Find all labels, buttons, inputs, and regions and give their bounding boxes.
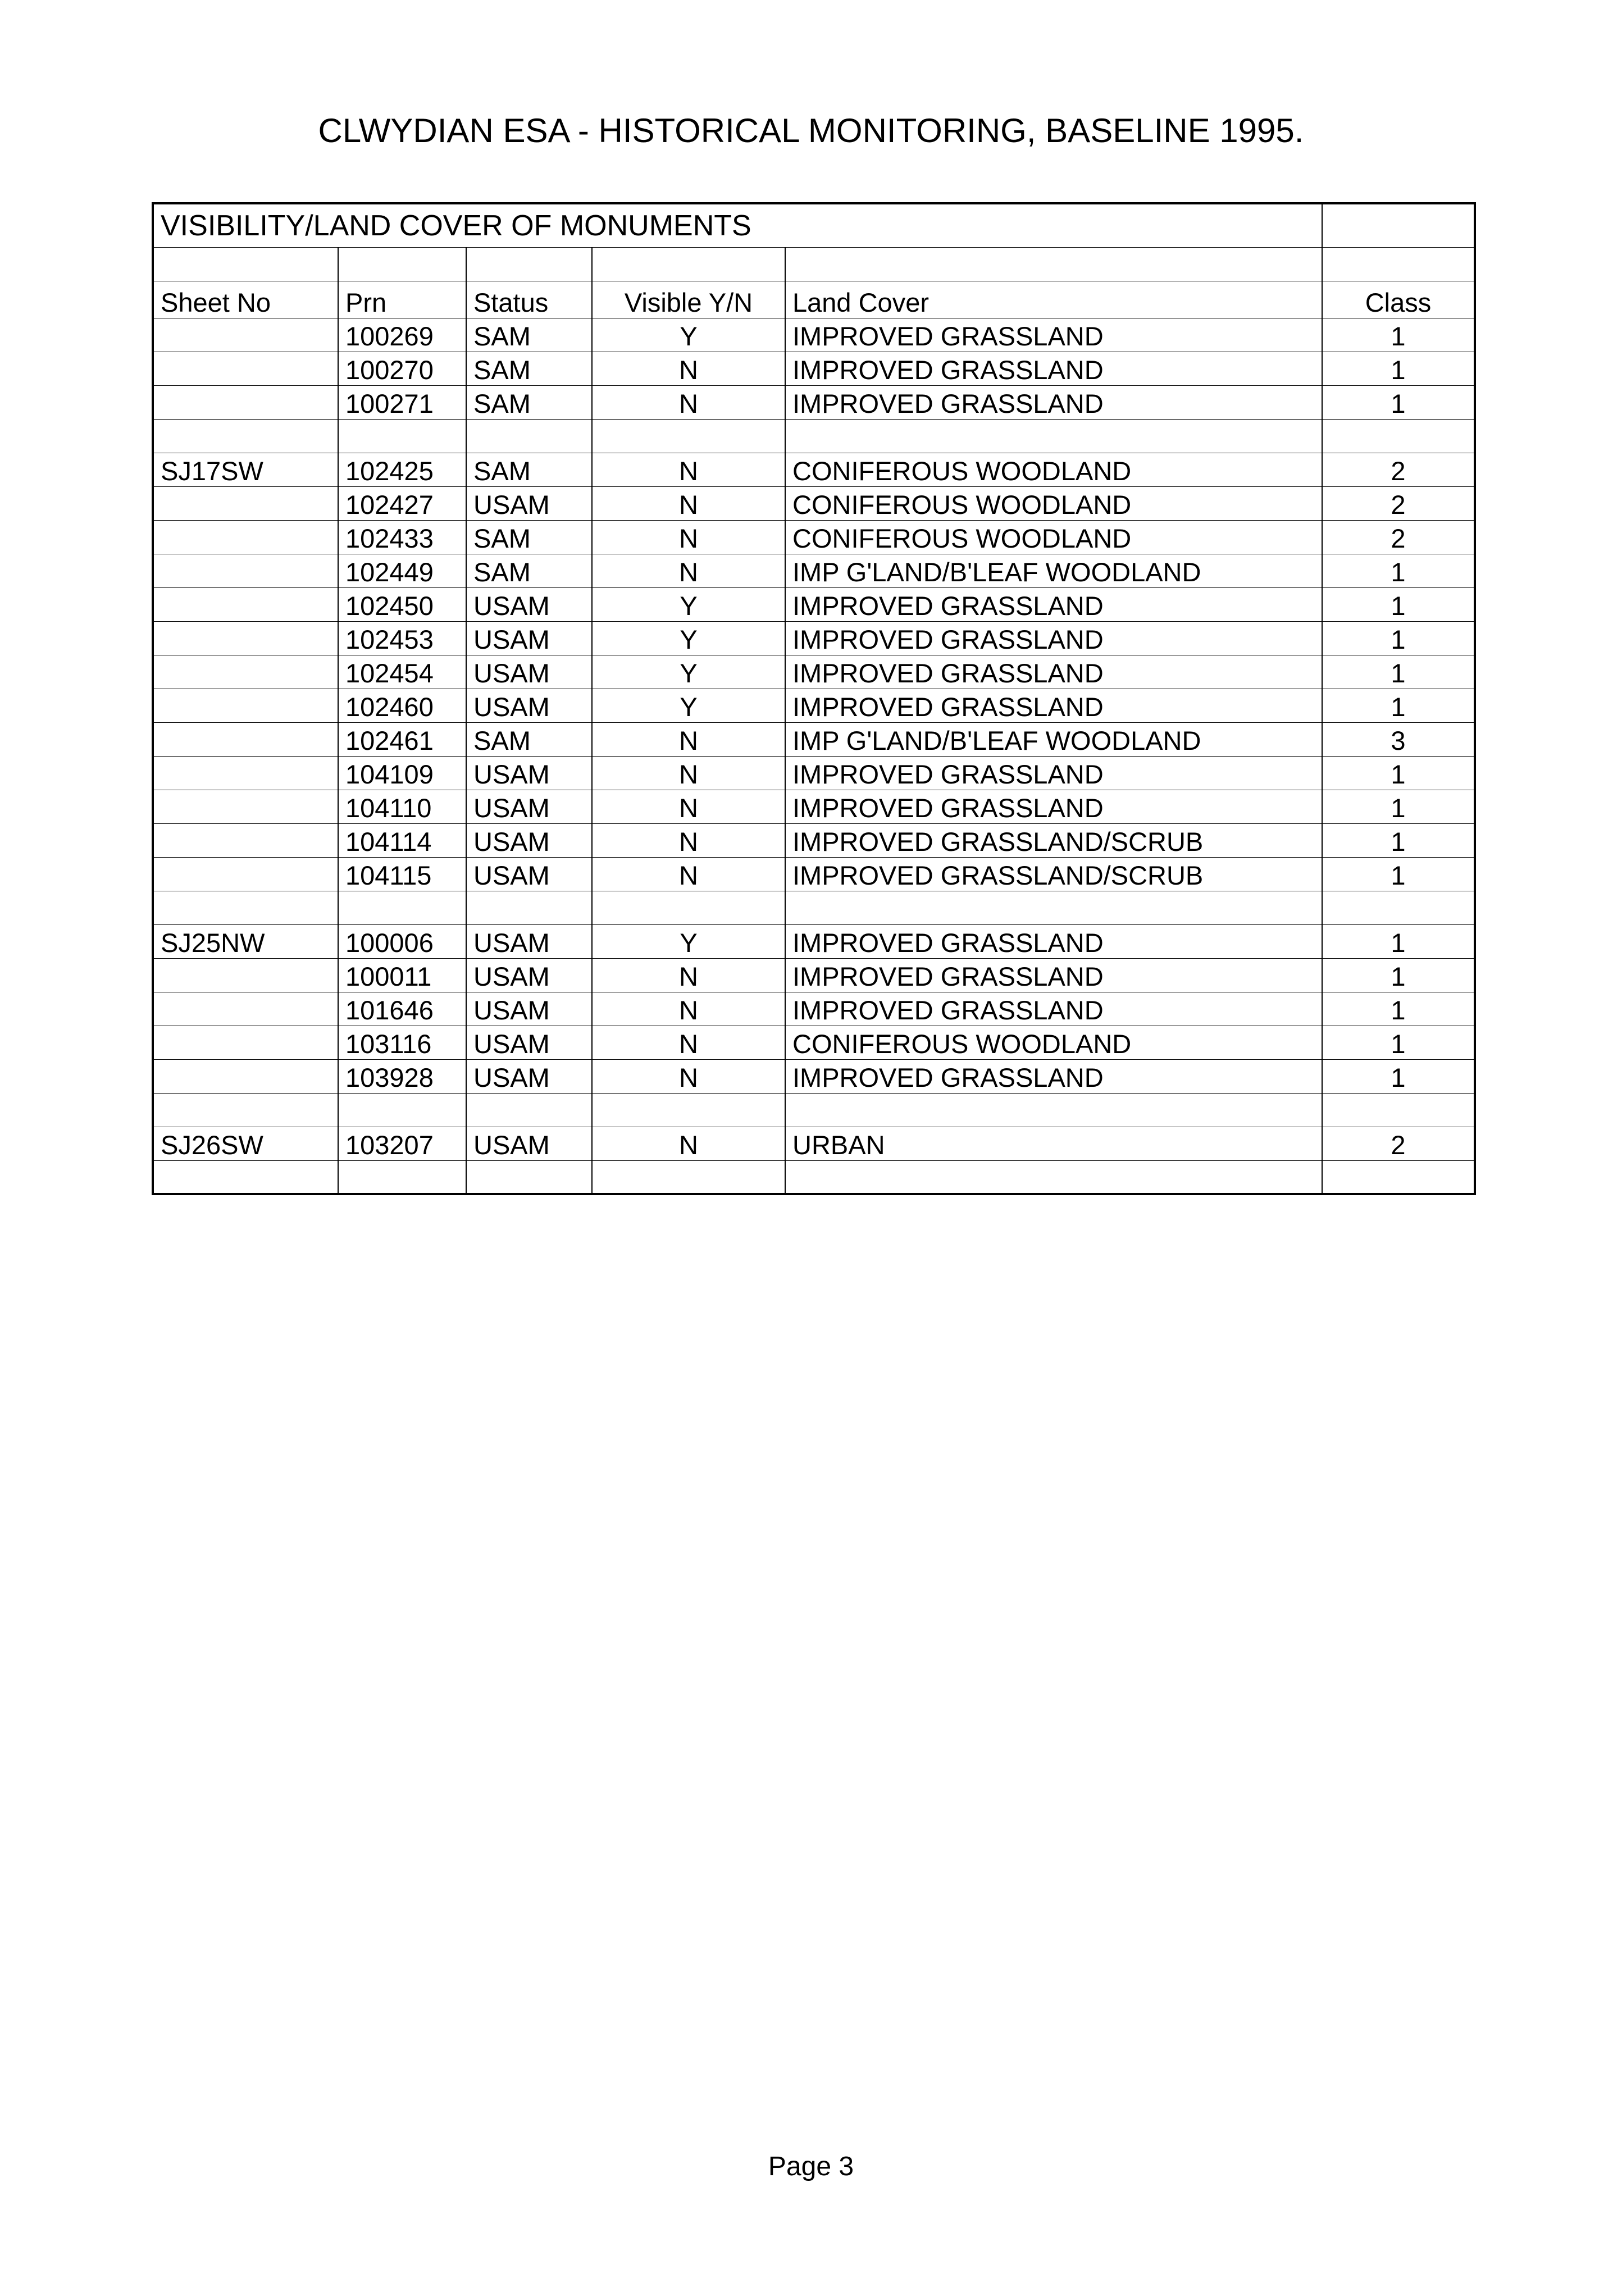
- cell-sheet-no: [153, 756, 338, 790]
- table-row: [153, 722, 1475, 756]
- table-caption: VISIBILITY/LAND COVER OF MONUMENTS: [153, 203, 1322, 247]
- cell-class: 1: [1322, 790, 1475, 823]
- cell-sheet-no: SJ25NW: [153, 924, 338, 958]
- table-caption-row: [153, 203, 1475, 247]
- cell-prn: 100270: [338, 352, 466, 385]
- cell-class: 1: [1322, 823, 1475, 857]
- header-class: Class: [1322, 281, 1475, 318]
- cell-status: USAM: [466, 992, 592, 1026]
- cell-land-cover: CONIFEROUS WOODLAND: [785, 486, 1322, 520]
- cell-visible: N: [592, 1026, 785, 1059]
- cell-sheet-no: [153, 958, 338, 992]
- table-row: [153, 352, 1475, 385]
- cell-prn: 100269: [338, 318, 466, 352]
- cell-visible: N: [592, 453, 785, 486]
- cell-visible: Y: [592, 621, 785, 655]
- cell-land-cover: IMPROVED GRASSLAND: [785, 689, 1322, 722]
- cell-visible: N: [592, 992, 785, 1026]
- cell-visible: N: [592, 1127, 785, 1160]
- table-row: [153, 486, 1475, 520]
- cell-land-cover: URBAN: [785, 1127, 1322, 1160]
- header-sheet-no: Sheet No: [153, 281, 338, 318]
- cell-land-cover: IMPROVED GRASSLAND: [785, 318, 1322, 352]
- table-row: [153, 318, 1475, 352]
- cell-class: 1: [1322, 318, 1475, 352]
- table-row: [153, 823, 1475, 857]
- cell-visible: N: [592, 554, 785, 587]
- cell-sheet-no: [153, 621, 338, 655]
- cell-prn: 102427: [338, 486, 466, 520]
- table-row: [153, 554, 1475, 587]
- table-row: [153, 992, 1475, 1026]
- cell-land-cover: IMP G'LAND/B'LEAF WOODLAND: [785, 722, 1322, 756]
- cell-sheet-no: [153, 992, 338, 1026]
- table-row: [153, 385, 1475, 419]
- cell-class: 1: [1322, 587, 1475, 621]
- cell-sheet-no: [153, 823, 338, 857]
- cell-prn: 100271: [338, 385, 466, 419]
- cell-visible: N: [592, 857, 785, 891]
- cell-status: USAM: [466, 655, 592, 689]
- cell-class: 1: [1322, 958, 1475, 992]
- cell-land-cover: IMPROVED GRASSLAND: [785, 587, 1322, 621]
- cell-status: SAM: [466, 722, 592, 756]
- cell-land-cover: IMPROVED GRASSLAND: [785, 756, 1322, 790]
- cell-prn: 103207: [338, 1127, 466, 1160]
- cell-prn: [338, 1160, 466, 1194]
- cell-status: SAM: [466, 554, 592, 587]
- table-row: [153, 1127, 1475, 1160]
- cell-prn: 104110: [338, 790, 466, 823]
- cell-status: USAM: [466, 486, 592, 520]
- table-row: [153, 924, 1475, 958]
- cell-prn: [338, 1093, 466, 1127]
- cell-status: [466, 419, 592, 453]
- table-row: [153, 1093, 1475, 1127]
- cell-class: 2: [1322, 453, 1475, 486]
- cell-status: USAM: [466, 958, 592, 992]
- header-visible: Visible Y/N: [592, 281, 785, 318]
- page-number: Page 3: [768, 2152, 854, 2181]
- cell-sheet-no: [153, 1059, 338, 1093]
- monuments-table: [152, 202, 1476, 1195]
- cell-status: USAM: [466, 823, 592, 857]
- cell-prn: 104114: [338, 823, 466, 857]
- cell-land-cover: IMPROVED GRASSLAND: [785, 1059, 1322, 1093]
- cell-visible: Y: [592, 587, 785, 621]
- cell-class: 1: [1322, 689, 1475, 722]
- cell-land-cover: IMPROVED GRASSLAND/SCRUB: [785, 823, 1322, 857]
- cell-class: 2: [1322, 486, 1475, 520]
- header-prn: Prn: [338, 281, 466, 318]
- cell-visible: [592, 1160, 785, 1194]
- header-land-cover: Land Cover: [785, 281, 1322, 318]
- cell-visible: N: [592, 790, 785, 823]
- empty-cell: [338, 247, 466, 281]
- table-row: [153, 453, 1475, 486]
- cell-sheet-no: [153, 655, 338, 689]
- cell-prn: 102449: [338, 554, 466, 587]
- cell-land-cover: CONIFEROUS WOODLAND: [785, 453, 1322, 486]
- cell-class: [1322, 1160, 1475, 1194]
- cell-sheet-no: [153, 1160, 338, 1194]
- cell-sheet-no: [153, 554, 338, 587]
- cell-land-cover: CONIFEROUS WOODLAND: [785, 520, 1322, 554]
- cell-class: 2: [1322, 520, 1475, 554]
- cell-visible: [592, 419, 785, 453]
- cell-visible: N: [592, 1059, 785, 1093]
- cell-status: USAM: [466, 587, 592, 621]
- cell-sheet-no: [153, 857, 338, 891]
- cell-prn: 104115: [338, 857, 466, 891]
- cell-class: 2: [1322, 1127, 1475, 1160]
- table-row: [153, 857, 1475, 891]
- cell-sheet-no: [153, 385, 338, 419]
- cell-status: USAM: [466, 1026, 592, 1059]
- empty-cell: [466, 247, 592, 281]
- cell-visible: [592, 891, 785, 924]
- cell-land-cover: [785, 1160, 1322, 1194]
- cell-sheet-no: [153, 587, 338, 621]
- cell-land-cover: IMPROVED GRASSLAND: [785, 790, 1322, 823]
- cell-status: USAM: [466, 756, 592, 790]
- cell-visible: N: [592, 722, 785, 756]
- cell-visible: N: [592, 823, 785, 857]
- cell-status: SAM: [466, 352, 592, 385]
- cell-sheet-no: SJ26SW: [153, 1127, 338, 1160]
- table-row: [153, 756, 1475, 790]
- cell-status: SAM: [466, 520, 592, 554]
- cell-status: USAM: [466, 621, 592, 655]
- cell-land-cover: IMPROVED GRASSLAND: [785, 621, 1322, 655]
- cell-visible: N: [592, 352, 785, 385]
- cell-visible: [592, 1093, 785, 1127]
- cell-prn: 102433: [338, 520, 466, 554]
- cell-class: 3: [1322, 722, 1475, 756]
- cell-prn: 100011: [338, 958, 466, 992]
- cell-prn: 102453: [338, 621, 466, 655]
- cell-land-cover: CONIFEROUS WOODLAND: [785, 1026, 1322, 1059]
- table-row: [153, 1059, 1475, 1093]
- cell-class: 1: [1322, 621, 1475, 655]
- cell-sheet-no: [153, 318, 338, 352]
- cell-visible: N: [592, 486, 785, 520]
- cell-sheet-no: [153, 689, 338, 722]
- cell-status: SAM: [466, 385, 592, 419]
- cell-status: USAM: [466, 689, 592, 722]
- cell-prn: 102460: [338, 689, 466, 722]
- empty-cell: [592, 247, 785, 281]
- cell-sheet-no: [153, 722, 338, 756]
- table-row: [153, 655, 1475, 689]
- table-row: [153, 1026, 1475, 1059]
- cell-class: 1: [1322, 655, 1475, 689]
- cell-prn: 103116: [338, 1026, 466, 1059]
- cell-status: [466, 1093, 592, 1127]
- table-row: [153, 587, 1475, 621]
- empty-cell: [153, 247, 338, 281]
- cell-visible: Y: [592, 924, 785, 958]
- empty-cell: [1322, 247, 1475, 281]
- cell-sheet-no: [153, 891, 338, 924]
- table-row: [153, 689, 1475, 722]
- cell-status: USAM: [466, 1059, 592, 1093]
- header-row: [153, 281, 1475, 318]
- table-row: [153, 419, 1475, 453]
- cell-status: USAM: [466, 924, 592, 958]
- cell-visible: Y: [592, 655, 785, 689]
- cell-prn: 103928: [338, 1059, 466, 1093]
- cell-sheet-no: [153, 352, 338, 385]
- cell-class: 1: [1322, 756, 1475, 790]
- cell-sheet-no: [153, 1026, 338, 1059]
- cell-land-cover: IMP G'LAND/B'LEAF WOODLAND: [785, 554, 1322, 587]
- cell-sheet-no: [153, 486, 338, 520]
- cell-prn: [338, 419, 466, 453]
- caption-spacer-cell: [1322, 203, 1475, 247]
- cell-prn: 102454: [338, 655, 466, 689]
- cell-status: USAM: [466, 790, 592, 823]
- table-row: [153, 891, 1475, 924]
- cell-visible: N: [592, 385, 785, 419]
- cell-class: 1: [1322, 352, 1475, 385]
- cell-visible: Y: [592, 318, 785, 352]
- cell-class: 1: [1322, 924, 1475, 958]
- cell-land-cover: IMPROVED GRASSLAND: [785, 655, 1322, 689]
- cell-visible: N: [592, 958, 785, 992]
- cell-status: [466, 891, 592, 924]
- cell-land-cover: IMPROVED GRASSLAND: [785, 352, 1322, 385]
- cell-status: USAM: [466, 857, 592, 891]
- cell-class: [1322, 419, 1475, 453]
- cell-land-cover: IMPROVED GRASSLAND: [785, 385, 1322, 419]
- table-row: [153, 520, 1475, 554]
- table-row: [153, 958, 1475, 992]
- page-title: CLWYDIAN ESA - HISTORICAL MONITORING, BASELINE 1995.: [318, 112, 1304, 149]
- cell-sheet-no: [153, 520, 338, 554]
- cell-class: 1: [1322, 385, 1475, 419]
- cell-class: [1322, 891, 1475, 924]
- cell-class: 1: [1322, 554, 1475, 587]
- header-status: Status: [466, 281, 592, 318]
- cell-prn: 102461: [338, 722, 466, 756]
- cell-land-cover: [785, 419, 1322, 453]
- cell-visible: N: [592, 756, 785, 790]
- cell-land-cover: IMPROVED GRASSLAND: [785, 924, 1322, 958]
- cell-visible: Y: [592, 689, 785, 722]
- cell-prn: 102450: [338, 587, 466, 621]
- cell-class: 1: [1322, 857, 1475, 891]
- table-row: [153, 790, 1475, 823]
- cell-visible: N: [592, 520, 785, 554]
- cell-land-cover: IMPROVED GRASSLAND: [785, 992, 1322, 1026]
- cell-status: SAM: [466, 318, 592, 352]
- cell-prn: 102425: [338, 453, 466, 486]
- cell-class: 1: [1322, 1026, 1475, 1059]
- cell-status: [466, 1160, 592, 1194]
- cell-land-cover: [785, 1093, 1322, 1127]
- table-row: [153, 1160, 1475, 1194]
- cell-sheet-no: [153, 790, 338, 823]
- cell-sheet-no: [153, 1093, 338, 1127]
- cell-class: 1: [1322, 992, 1475, 1026]
- cell-status: SAM: [466, 453, 592, 486]
- cell-class: [1322, 1093, 1475, 1127]
- cell-land-cover: [785, 891, 1322, 924]
- spacer-row: [153, 247, 1475, 281]
- empty-cell: [785, 247, 1322, 281]
- cell-prn: 100006: [338, 924, 466, 958]
- cell-sheet-no: [153, 419, 338, 453]
- cell-prn: 101646: [338, 992, 466, 1026]
- cell-prn: [338, 891, 466, 924]
- cell-class: 1: [1322, 1059, 1475, 1093]
- cell-status: USAM: [466, 1127, 592, 1160]
- table-body: [153, 203, 1475, 1194]
- cell-sheet-no: SJ17SW: [153, 453, 338, 486]
- cell-prn: 104109: [338, 756, 466, 790]
- cell-land-cover: IMPROVED GRASSLAND: [785, 958, 1322, 992]
- table-row: [153, 621, 1475, 655]
- cell-land-cover: IMPROVED GRASSLAND/SCRUB: [785, 857, 1322, 891]
